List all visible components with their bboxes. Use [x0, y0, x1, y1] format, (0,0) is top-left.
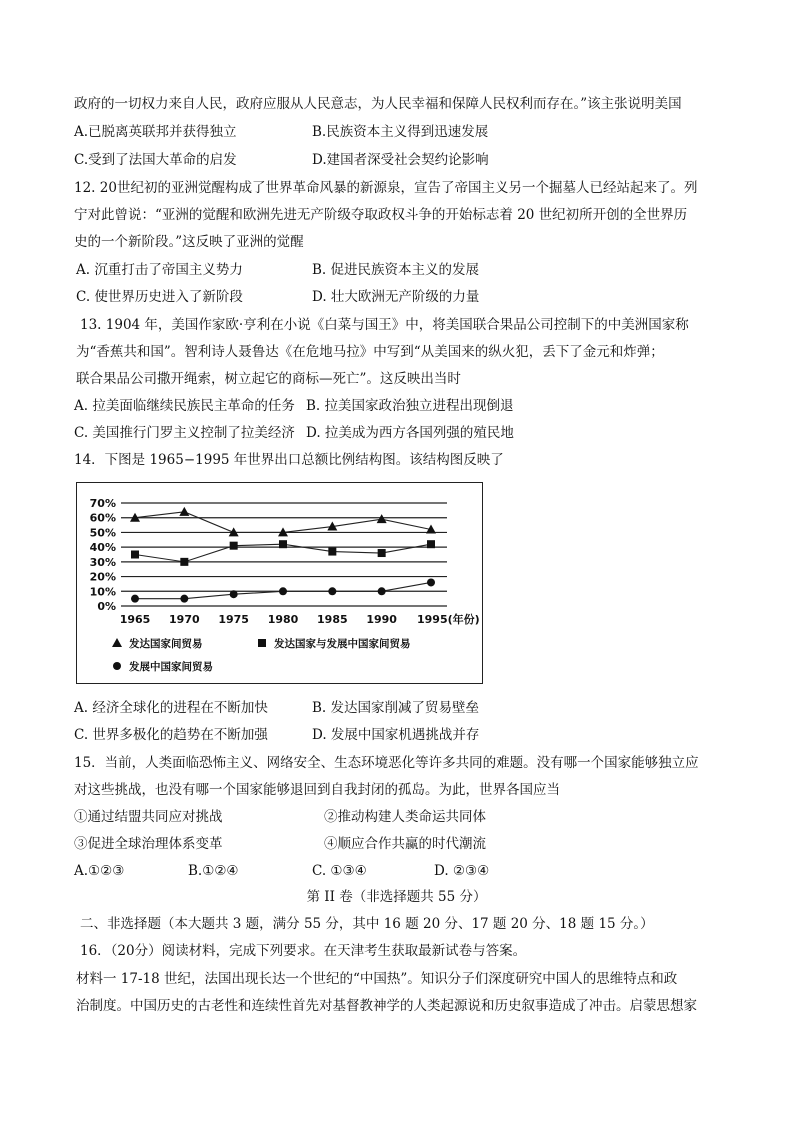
q16-heading: 16．（20分）阅读材料，完成下列要求。在天津考生获取最新试卷与答案。	[80, 943, 527, 959]
q12-stem-line-1: 12. 20世纪初的亚洲觉醒构成了世界革命风暴的新源泉，宣告了帝国主义另一个掘墓人已经站起来了。列	[74, 180, 698, 196]
export-structure-chart	[76, 482, 483, 684]
q12-option-b[interactable]: B. 促进民族资本主义的发展	[312, 262, 480, 278]
q13-option-a[interactable]: A. 拉美面临继续民族民主革命的任务	[74, 398, 295, 414]
q14-stem-line: 14．下图是 1965−1995 年世界出口总额比例结构图。该结构图反映了	[74, 452, 504, 468]
q15-stem-line-1: 15．当前，人类面临恐怖主义、网络安全、生态环境恶化等许多共同的难题。没有哪一个国家能够独立应	[74, 755, 699, 771]
x-tick-label: 1995(年份)	[417, 613, 480, 626]
q11-option-d[interactable]: D.建国者深受社会契约论影响	[312, 152, 489, 168]
q13-stem-line-3: 联合果品公司撒开绳索，树立起它的商标—死亡”。这反映出当时	[76, 371, 461, 387]
data-point-circle	[230, 590, 238, 598]
legend-marker-circle	[113, 662, 121, 670]
data-point-circle	[180, 595, 188, 603]
x-tick-label: 1970	[169, 613, 200, 626]
data-point-circle	[328, 587, 336, 595]
data-point-triangle	[377, 514, 387, 523]
q13-option-c[interactable]: C. 美国推行门罗主义控制了拉美经济	[74, 425, 295, 441]
q15-item-1: ①通过结盟共同应对挑战	[74, 809, 223, 825]
q15-option-d[interactable]: D. ②③④	[434, 863, 490, 879]
q12-stem-line-3: 史的一个新阶段。”这反映了亚洲的觉醒	[74, 234, 304, 250]
y-tick-label: 20%	[89, 570, 116, 584]
q11-option-b[interactable]: B.民族资本主义得到迅速发展	[312, 124, 489, 140]
chart-canvas	[77, 483, 481, 682]
legend-marker-triangle	[112, 638, 122, 647]
data-point-square	[427, 540, 435, 548]
q15-option-b[interactable]: B.①②④	[188, 863, 239, 879]
data-point-square	[180, 558, 188, 566]
q12-option-d[interactable]: D. 壮大欧洲无产阶级的力量	[312, 289, 480, 305]
x-tick-label: 1985	[317, 613, 348, 626]
data-point-square	[378, 549, 386, 557]
q15-option-a[interactable]: A.①②③	[74, 863, 125, 879]
data-point-circle	[378, 587, 386, 595]
q15-item-3: ③促进全球治理体系变革	[74, 836, 223, 852]
volume-title: 第 II 卷（非选择题共 55 分）	[306, 889, 487, 905]
legend-label: 发达国家与发展中国家间贸易	[274, 638, 411, 650]
data-point-circle	[279, 587, 287, 595]
data-point-circle	[427, 578, 435, 586]
q13-stem-line-1: 13. 1904 年，美国作家欧·亨利在小说《白菜与国王》中，将美国联合果品公司控制下的中美洲国家称	[80, 317, 689, 333]
q15-option-c[interactable]: C. ①③④	[312, 863, 367, 879]
part2-heading: 二、非选择题（本大题共 3 题，满分 55 分，其中 16 题 20 分、17 题 20 分、18 题 15 分。）	[80, 916, 654, 932]
q15-stem-line-2: 对这些挑战，也没有哪一个国家能够退回到自我封闭的孤岛。为此，世界各国应当	[74, 782, 560, 798]
legend-label: 发达国家间贸易	[129, 638, 203, 650]
y-tick-label: 60%	[89, 511, 116, 525]
data-point-square	[328, 548, 336, 556]
legend-label: 发展中国家间贸易	[129, 661, 213, 673]
y-tick-label: 0%	[97, 600, 116, 613]
q11-option-a[interactable]: A.已脱离英联邦并获得独立	[74, 124, 237, 140]
q12-option-c[interactable]: C. 使世界历史进入了新阶段	[76, 289, 243, 305]
q11-option-c[interactable]: C.受到了法国大革命的启发	[74, 152, 237, 168]
q13-option-d[interactable]: D. 拉美成为西方各国列强的殖民地	[306, 425, 514, 441]
material1-line-1: 材料一 17-18 世纪，法国出现长达一个世纪的“中国热”。知识分子们深度研究中国人的思维特点和政	[76, 971, 678, 987]
data-point-square	[131, 551, 139, 559]
y-tick-label: 10%	[89, 585, 116, 599]
x-tick-label: 1965	[119, 613, 151, 626]
q12-stem-line-2: 宁对此曾说：“亚洲的觉醒和欧洲先进无产阶级夺取政权斗争的开始标志着 20 世纪初所开创的全世界历	[74, 207, 688, 223]
q13-option-b[interactable]: B. 拉美国家政治独立进程出现倒退	[306, 398, 514, 414]
x-tick-label: 1980	[267, 613, 299, 626]
y-tick-label: 40%	[89, 541, 116, 555]
q15-item-2: ②推动构建人类命运共同体	[324, 809, 486, 825]
legend-marker-square	[258, 639, 266, 647]
data-point-circle	[131, 595, 139, 603]
q14-option-a[interactable]: A. 经济全球化的进程在不断加快	[74, 700, 268, 716]
q12-option-a[interactable]: A. 沉重打击了帝国主义势力	[76, 262, 243, 278]
q14-option-d[interactable]: D. 发展中国家机遇挑战并存	[312, 727, 480, 743]
x-tick-label: 1975	[218, 613, 249, 626]
data-point-triangle	[179, 507, 189, 516]
y-tick-label: 50%	[89, 526, 116, 540]
q15-item-4: ④顺应合作共赢的时代潮流	[324, 836, 486, 852]
q14-option-b[interactable]: B. 发达国家削减了贸易壁垒	[312, 700, 480, 716]
data-point-square	[279, 540, 287, 548]
q13-stem-line-2: 为“香蕉共和国”。智利诗人聂鲁达《在危地马拉》中写到“从美国来的纵火犯，丢下了金元和炸弹；	[76, 344, 664, 360]
q11-stem-line: 政府的一切权力来自人民，政府应服从人民意志，为人民幸福和保障人民权利而存在。”该主张说明美国	[74, 96, 682, 112]
q14-option-c[interactable]: C. 世界多极化的趋势在不断加强	[74, 727, 268, 743]
x-tick-label: 1990	[366, 613, 397, 626]
data-point-square	[230, 542, 238, 550]
material1-line-2: 治制度。中国历史的古老性和连续性首先对基督教神学的人类起源说和历史叙事造成了冲击。启蒙思想家	[76, 998, 697, 1014]
y-tick-label: 70%	[89, 497, 116, 510]
y-tick-label: 30%	[89, 555, 116, 569]
